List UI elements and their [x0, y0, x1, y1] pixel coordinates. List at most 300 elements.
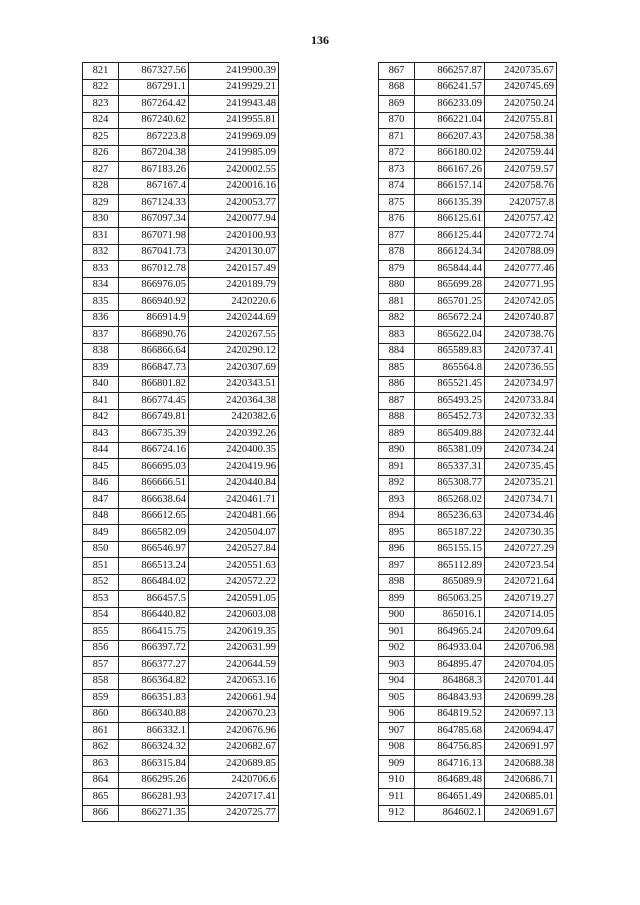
table-row — [379, 706, 557, 723]
point-number-cell: 907 — [379, 723, 415, 740]
y-coordinate-cell: 2420002.55 — [189, 162, 279, 179]
x-coordinate-cell: 866582.09 — [119, 525, 189, 542]
table-row — [83, 508, 279, 525]
y-coordinate-cell: 2420757.42 — [485, 211, 557, 228]
point-number-cell: 895 — [379, 525, 415, 542]
y-coordinate-cell: 2420364.38 — [189, 393, 279, 410]
point-number-cell: 854 — [83, 607, 119, 624]
table-row — [379, 178, 557, 195]
point-number-cell: 832 — [83, 244, 119, 261]
point-number-cell: 823 — [83, 96, 119, 113]
point-number-cell: 874 — [379, 178, 415, 195]
y-coordinate-cell: 2419900.39 — [189, 63, 279, 80]
point-number-cell: 886 — [379, 376, 415, 393]
point-number-cell: 828 — [83, 178, 119, 195]
table-row — [379, 640, 557, 657]
x-coordinate-cell: 866351.83 — [119, 690, 189, 707]
point-number-cell: 868 — [379, 79, 415, 96]
point-number-cell: 899 — [379, 591, 415, 608]
table-row — [379, 277, 557, 294]
x-coordinate-cell: 866546.97 — [119, 541, 189, 558]
x-coordinate-cell: 865089.9 — [415, 574, 485, 591]
coordinate-table-right — [378, 62, 557, 822]
table-row — [83, 607, 279, 624]
point-number-cell: 896 — [379, 541, 415, 558]
table-row — [379, 772, 557, 789]
x-coordinate-cell: 865187.22 — [415, 525, 485, 542]
point-number-cell: 898 — [379, 574, 415, 591]
table-row — [83, 426, 279, 443]
x-coordinate-cell: 865701.25 — [415, 294, 485, 311]
point-number-cell: 912 — [379, 805, 415, 822]
point-number-cell: 892 — [379, 475, 415, 492]
x-coordinate-cell: 865409.88 — [415, 426, 485, 443]
x-coordinate-cell: 866281.93 — [119, 789, 189, 806]
point-number-cell: 862 — [83, 739, 119, 756]
x-coordinate-cell: 867291.1 — [119, 79, 189, 96]
x-coordinate-cell: 864819.52 — [415, 706, 485, 723]
page-number: 136 — [311, 33, 329, 47]
y-coordinate-cell: 2420771.95 — [485, 277, 557, 294]
point-number-cell: 836 — [83, 310, 119, 327]
x-coordinate-cell: 865381.09 — [415, 442, 485, 459]
table-row — [379, 376, 557, 393]
point-number-cell: 909 — [379, 756, 415, 773]
x-coordinate-cell: 867012.78 — [119, 261, 189, 278]
point-number-cell: 871 — [379, 129, 415, 146]
y-coordinate-cell: 2420745.69 — [485, 79, 557, 96]
y-coordinate-cell: 2420100.93 — [189, 228, 279, 245]
table-row — [379, 79, 557, 96]
table-row — [83, 393, 279, 410]
point-number-cell: 837 — [83, 327, 119, 344]
y-coordinate-cell: 2420461.71 — [189, 492, 279, 509]
y-coordinate-cell: 2420644.59 — [189, 657, 279, 674]
table-row — [379, 508, 557, 525]
table-row — [83, 310, 279, 327]
y-coordinate-cell: 2419943.48 — [189, 96, 279, 113]
table-row — [379, 574, 557, 591]
point-number-cell: 901 — [379, 624, 415, 641]
y-coordinate-cell: 2420189.79 — [189, 277, 279, 294]
x-coordinate-cell: 866180.02 — [415, 145, 485, 162]
table-row — [379, 442, 557, 459]
point-number-cell: 845 — [83, 459, 119, 476]
y-coordinate-cell: 2420750.24 — [485, 96, 557, 113]
point-number-cell: 821 — [83, 63, 119, 80]
y-coordinate-cell: 2420701.44 — [485, 673, 557, 690]
y-coordinate-cell: 2420591.05 — [189, 591, 279, 608]
y-coordinate-cell: 2420661.94 — [189, 690, 279, 707]
table-row — [83, 475, 279, 492]
point-number-cell: 846 — [83, 475, 119, 492]
table-row — [379, 607, 557, 624]
table-row — [379, 591, 557, 608]
y-coordinate-cell: 2420691.67 — [485, 805, 557, 822]
x-coordinate-cell: 866666.51 — [119, 475, 189, 492]
x-coordinate-cell: 865016.1 — [415, 607, 485, 624]
point-number-cell: 850 — [83, 541, 119, 558]
table-row — [379, 624, 557, 641]
point-number-cell: 853 — [83, 591, 119, 608]
x-coordinate-cell: 866457.5 — [119, 591, 189, 608]
point-number-cell: 855 — [83, 624, 119, 641]
y-coordinate-cell: 2420527.84 — [189, 541, 279, 558]
point-number-cell: 851 — [83, 558, 119, 575]
y-coordinate-cell: 2420734.24 — [485, 442, 557, 459]
y-coordinate-cell: 2420619.35 — [189, 624, 279, 641]
x-coordinate-cell: 865452.73 — [415, 409, 485, 426]
y-coordinate-cell: 2420735.45 — [485, 459, 557, 476]
x-coordinate-cell: 866724.16 — [119, 442, 189, 459]
table-row — [83, 277, 279, 294]
y-coordinate-cell: 2420440.84 — [189, 475, 279, 492]
point-number-cell: 856 — [83, 640, 119, 657]
table-row — [83, 492, 279, 509]
y-coordinate-cell: 2420682.67 — [189, 739, 279, 756]
y-coordinate-cell: 2420732.33 — [485, 409, 557, 426]
x-coordinate-cell: 866241.57 — [415, 79, 485, 96]
x-coordinate-cell: 864756.85 — [415, 739, 485, 756]
y-coordinate-cell: 2420244.69 — [189, 310, 279, 327]
y-coordinate-cell: 2420419.96 — [189, 459, 279, 476]
point-number-cell: 847 — [83, 492, 119, 509]
point-number-cell: 838 — [83, 343, 119, 360]
x-coordinate-cell: 864933.04 — [415, 640, 485, 657]
x-coordinate-cell: 866695.03 — [119, 459, 189, 476]
point-number-cell: 825 — [83, 129, 119, 146]
x-coordinate-cell: 866207.43 — [415, 129, 485, 146]
x-coordinate-cell: 865493.25 — [415, 393, 485, 410]
table-row — [379, 690, 557, 707]
point-number-cell: 861 — [83, 723, 119, 740]
point-number-cell: 869 — [379, 96, 415, 113]
point-number-cell: 841 — [83, 393, 119, 410]
table-row — [379, 723, 557, 740]
y-coordinate-cell: 2420016.16 — [189, 178, 279, 195]
point-number-cell: 881 — [379, 294, 415, 311]
coordinate-table-left — [82, 62, 279, 822]
x-coordinate-cell: 866940.92 — [119, 294, 189, 311]
point-number-cell: 908 — [379, 739, 415, 756]
point-number-cell: 900 — [379, 607, 415, 624]
table-row — [83, 739, 279, 756]
y-coordinate-cell: 2420686.71 — [485, 772, 557, 789]
x-coordinate-cell: 865063.25 — [415, 591, 485, 608]
y-coordinate-cell: 2420392.26 — [189, 426, 279, 443]
x-coordinate-cell: 865521.45 — [415, 376, 485, 393]
x-coordinate-cell: 866484.02 — [119, 574, 189, 591]
y-coordinate-cell: 2419955.81 — [189, 112, 279, 129]
x-coordinate-cell: 865337.31 — [415, 459, 485, 476]
table-row — [379, 294, 557, 311]
y-coordinate-cell: 2420723.54 — [485, 558, 557, 575]
table-row — [83, 525, 279, 542]
x-coordinate-cell: 866397.72 — [119, 640, 189, 657]
table-row — [83, 591, 279, 608]
x-coordinate-cell: 865155.15 — [415, 541, 485, 558]
x-coordinate-cell: 865564.8 — [415, 360, 485, 377]
table-row — [83, 79, 279, 96]
point-number-cell: 833 — [83, 261, 119, 278]
point-number-cell: 870 — [379, 112, 415, 129]
point-number-cell: 911 — [379, 789, 415, 806]
table-row — [379, 805, 557, 822]
point-number-cell: 891 — [379, 459, 415, 476]
x-coordinate-cell: 865589.83 — [415, 343, 485, 360]
y-coordinate-cell: 2420220.6 — [189, 294, 279, 311]
y-coordinate-cell: 2420772.74 — [485, 228, 557, 245]
x-coordinate-cell: 864785.68 — [415, 723, 485, 740]
y-coordinate-cell: 2420685.01 — [485, 789, 557, 806]
x-coordinate-cell: 865112.89 — [415, 558, 485, 575]
table-row — [379, 541, 557, 558]
y-coordinate-cell: 2420757.8 — [485, 195, 557, 212]
table-row — [83, 756, 279, 773]
y-coordinate-cell: 2420688.38 — [485, 756, 557, 773]
x-coordinate-cell: 866221.04 — [415, 112, 485, 129]
table-row — [379, 657, 557, 674]
table-row — [379, 162, 557, 179]
point-number-cell: 883 — [379, 327, 415, 344]
y-coordinate-cell: 2420382.6 — [189, 409, 279, 426]
x-coordinate-cell: 866364.82 — [119, 673, 189, 690]
point-number-cell: 879 — [379, 261, 415, 278]
x-coordinate-cell: 865672.24 — [415, 310, 485, 327]
x-coordinate-cell: 866125.61 — [415, 211, 485, 228]
y-coordinate-cell: 2420653.16 — [189, 673, 279, 690]
x-coordinate-cell: 866866.64 — [119, 343, 189, 360]
table-row — [379, 426, 557, 443]
x-coordinate-cell: 864716.13 — [415, 756, 485, 773]
point-number-cell: 842 — [83, 409, 119, 426]
y-coordinate-cell: 2420704.05 — [485, 657, 557, 674]
y-coordinate-cell: 2420706.98 — [485, 640, 557, 657]
y-coordinate-cell: 2420670.23 — [189, 706, 279, 723]
table-row — [379, 360, 557, 377]
table-row — [83, 640, 279, 657]
x-coordinate-cell: 866638.64 — [119, 492, 189, 509]
table-row — [83, 442, 279, 459]
x-coordinate-cell: 867097.34 — [119, 211, 189, 228]
table-row — [379, 63, 557, 80]
x-coordinate-cell: 867240.62 — [119, 112, 189, 129]
table-row — [83, 327, 279, 344]
table-row — [379, 195, 557, 212]
table-row — [83, 706, 279, 723]
x-coordinate-cell: 866135.39 — [415, 195, 485, 212]
y-coordinate-cell: 2420788.09 — [485, 244, 557, 261]
x-coordinate-cell: 866332.1 — [119, 723, 189, 740]
table-row — [379, 145, 557, 162]
x-coordinate-cell: 865268.02 — [415, 492, 485, 509]
y-coordinate-cell: 2420572.22 — [189, 574, 279, 591]
x-coordinate-cell: 866914.9 — [119, 310, 189, 327]
table-row — [83, 129, 279, 146]
table-row — [379, 96, 557, 113]
y-coordinate-cell: 2420758.76 — [485, 178, 557, 195]
table-row — [379, 475, 557, 492]
x-coordinate-cell: 867327.56 — [119, 63, 189, 80]
table-row — [379, 739, 557, 756]
point-number-cell: 826 — [83, 145, 119, 162]
point-number-cell: 875 — [379, 195, 415, 212]
point-number-cell: 860 — [83, 706, 119, 723]
table-row — [379, 409, 557, 426]
x-coordinate-cell: 866124.34 — [415, 244, 485, 261]
x-coordinate-cell: 866735.39 — [119, 426, 189, 443]
y-coordinate-cell: 2420343.51 — [189, 376, 279, 393]
point-number-cell: 822 — [83, 79, 119, 96]
x-coordinate-cell: 867167.4 — [119, 178, 189, 195]
point-number-cell: 902 — [379, 640, 415, 657]
table-row — [83, 574, 279, 591]
x-coordinate-cell: 864868.3 — [415, 673, 485, 690]
table-row — [83, 145, 279, 162]
y-coordinate-cell: 2420734.97 — [485, 376, 557, 393]
point-number-cell: 843 — [83, 426, 119, 443]
y-coordinate-cell: 2419929.21 — [189, 79, 279, 96]
point-number-cell: 829 — [83, 195, 119, 212]
y-coordinate-cell: 2420737.41 — [485, 343, 557, 360]
point-number-cell: 872 — [379, 145, 415, 162]
table-row — [379, 393, 557, 410]
y-coordinate-cell: 2420730.35 — [485, 525, 557, 542]
table-row — [83, 657, 279, 674]
x-coordinate-cell: 867041.73 — [119, 244, 189, 261]
point-number-cell: 885 — [379, 360, 415, 377]
point-number-cell: 904 — [379, 673, 415, 690]
table-row — [379, 112, 557, 129]
x-coordinate-cell: 867183.26 — [119, 162, 189, 179]
x-coordinate-cell: 866513.24 — [119, 558, 189, 575]
table-row — [379, 459, 557, 476]
x-coordinate-cell: 865308.77 — [415, 475, 485, 492]
point-number-cell: 893 — [379, 492, 415, 509]
table-row — [83, 178, 279, 195]
table-row — [83, 294, 279, 311]
y-coordinate-cell: 2420706.6 — [189, 772, 279, 789]
x-coordinate-cell: 867223.8 — [119, 129, 189, 146]
point-number-cell: 894 — [379, 508, 415, 525]
x-coordinate-cell: 866377.27 — [119, 657, 189, 674]
y-coordinate-cell: 2420717.41 — [189, 789, 279, 806]
y-coordinate-cell: 2420481.66 — [189, 508, 279, 525]
x-coordinate-cell: 864651.49 — [415, 789, 485, 806]
y-coordinate-cell: 2420714.05 — [485, 607, 557, 624]
y-coordinate-cell: 2420631.99 — [189, 640, 279, 657]
x-coordinate-cell: 866890.76 — [119, 327, 189, 344]
y-coordinate-cell: 2420725.77 — [189, 805, 279, 822]
y-coordinate-cell: 2420053.77 — [189, 195, 279, 212]
y-coordinate-cell: 2420740.87 — [485, 310, 557, 327]
table-row — [83, 723, 279, 740]
table-row — [83, 459, 279, 476]
y-coordinate-cell: 2420709.64 — [485, 624, 557, 641]
point-number-cell: 866 — [83, 805, 119, 822]
y-coordinate-cell: 2420777.46 — [485, 261, 557, 278]
y-coordinate-cell: 2420157.49 — [189, 261, 279, 278]
table-row — [379, 492, 557, 509]
table-row — [83, 772, 279, 789]
y-coordinate-cell: 2420676.96 — [189, 723, 279, 740]
table-row — [379, 310, 557, 327]
y-coordinate-cell: 2420735.21 — [485, 475, 557, 492]
y-coordinate-cell: 2420551.63 — [189, 558, 279, 575]
y-coordinate-cell: 2420755.81 — [485, 112, 557, 129]
table-row — [379, 558, 557, 575]
point-number-cell: 848 — [83, 508, 119, 525]
y-coordinate-cell: 2420738.76 — [485, 327, 557, 344]
x-coordinate-cell: 864689.48 — [415, 772, 485, 789]
x-coordinate-cell: 866157.14 — [415, 178, 485, 195]
y-coordinate-cell: 2420697.13 — [485, 706, 557, 723]
x-coordinate-cell: 865236.63 — [415, 508, 485, 525]
y-coordinate-cell: 2420721.64 — [485, 574, 557, 591]
table-row — [83, 624, 279, 641]
y-coordinate-cell: 2420735.67 — [485, 63, 557, 80]
table-row — [83, 228, 279, 245]
x-coordinate-cell: 864895.47 — [415, 657, 485, 674]
point-number-cell: 903 — [379, 657, 415, 674]
y-coordinate-cell: 2419969.09 — [189, 129, 279, 146]
x-coordinate-cell: 866801.82 — [119, 376, 189, 393]
point-number-cell: 867 — [379, 63, 415, 80]
x-coordinate-cell: 867071.98 — [119, 228, 189, 245]
x-coordinate-cell: 866415.75 — [119, 624, 189, 641]
table-row — [83, 112, 279, 129]
x-coordinate-cell: 866340.88 — [119, 706, 189, 723]
point-number-cell: 834 — [83, 277, 119, 294]
x-coordinate-cell: 866847.73 — [119, 360, 189, 377]
point-number-cell: 905 — [379, 690, 415, 707]
y-coordinate-cell: 2420734.46 — [485, 508, 557, 525]
table-row — [83, 195, 279, 212]
point-number-cell: 858 — [83, 673, 119, 690]
y-coordinate-cell: 2420732.44 — [485, 426, 557, 443]
table-row — [83, 162, 279, 179]
y-coordinate-cell: 2420759.57 — [485, 162, 557, 179]
y-coordinate-cell: 2420267.55 — [189, 327, 279, 344]
x-coordinate-cell: 866257.87 — [415, 63, 485, 80]
x-coordinate-cell: 866271.35 — [119, 805, 189, 822]
table-row — [83, 376, 279, 393]
x-coordinate-cell: 866324.32 — [119, 739, 189, 756]
table-row — [83, 96, 279, 113]
point-number-cell: 876 — [379, 211, 415, 228]
table-row — [379, 673, 557, 690]
table-row — [83, 343, 279, 360]
point-number-cell: 859 — [83, 690, 119, 707]
point-number-cell: 910 — [379, 772, 415, 789]
point-number-cell: 884 — [379, 343, 415, 360]
table-row — [379, 789, 557, 806]
point-number-cell: 863 — [83, 756, 119, 773]
x-coordinate-cell: 865844.44 — [415, 261, 485, 278]
y-coordinate-cell: 2420603.08 — [189, 607, 279, 624]
point-number-cell: 882 — [379, 310, 415, 327]
point-number-cell: 844 — [83, 442, 119, 459]
x-coordinate-cell: 866749.81 — [119, 409, 189, 426]
point-number-cell: 873 — [379, 162, 415, 179]
y-coordinate-cell: 2420758.38 — [485, 129, 557, 146]
y-coordinate-cell: 2420504.07 — [189, 525, 279, 542]
table-row — [83, 409, 279, 426]
y-coordinate-cell: 2420307.69 — [189, 360, 279, 377]
x-coordinate-cell: 866125.44 — [415, 228, 485, 245]
x-coordinate-cell: 866612.65 — [119, 508, 189, 525]
point-number-cell: 857 — [83, 657, 119, 674]
